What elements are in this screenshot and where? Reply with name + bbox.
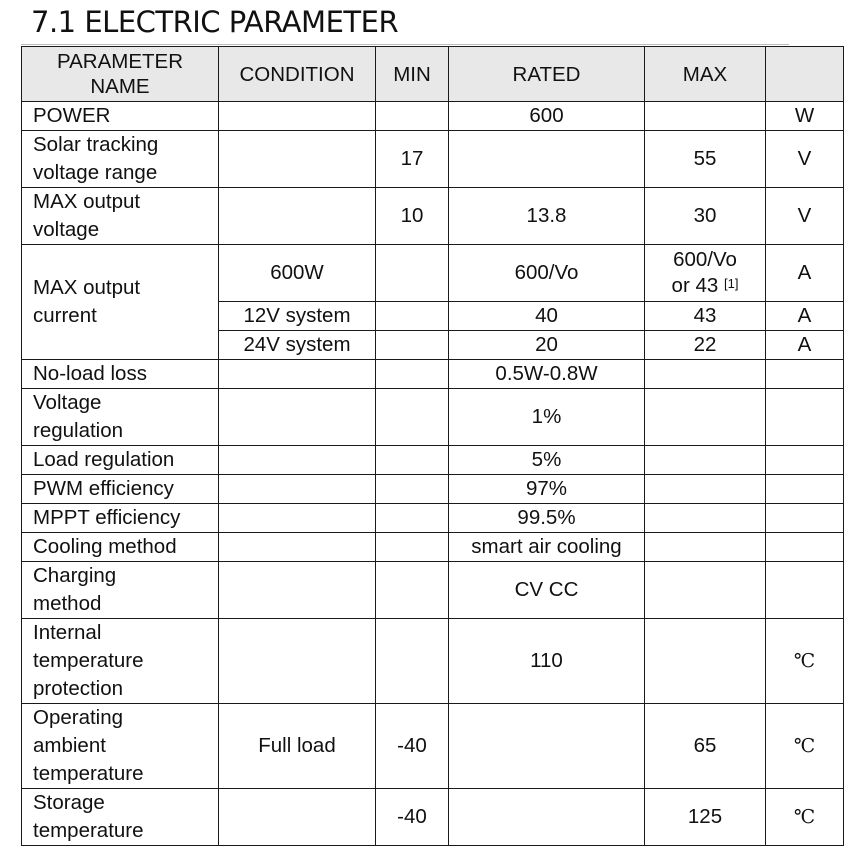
condition-cell: 24V system [219,331,376,360]
table-row [22,446,844,475]
rated-cell: 600/Vo [449,245,645,302]
min-cell [376,533,449,562]
header-max: MAX [645,47,766,102]
max-cell [645,446,766,475]
rated-cell: 1% [449,389,645,446]
max-cell [645,504,766,533]
unit-cell: W [766,102,844,131]
min-cell: -40 [376,789,449,846]
min-cell [376,245,449,302]
param-name: Load regulation [22,446,219,475]
param-name: MAX output voltage [22,188,219,245]
rated-cell: 97% [449,475,645,504]
condition-cell [219,619,376,704]
table-row [22,131,844,188]
rated-cell [449,131,645,188]
max-cell [645,562,766,619]
param-name: Voltage regulation [22,389,219,446]
header-rated: RATED [449,47,645,102]
max-cell: 65 [645,704,766,789]
max-cell: 600/Vo or 43 [1] [645,245,766,302]
table-row [22,533,844,562]
condition-cell: 600W [219,245,376,302]
condition-cell [219,389,376,446]
unit-cell: V [766,188,844,245]
rated-cell: 110 [449,619,645,704]
section-title: 7.1 ELECTRIC PARAMETER [31,5,399,39]
condition-cell [219,533,376,562]
unit-cell: ℃ [766,704,844,789]
min-cell [376,302,449,331]
max-cell [645,475,766,504]
rated-cell: smart air cooling [449,533,645,562]
header-condition: CONDITION [219,47,376,102]
table-row [22,360,844,389]
min-cell [376,360,449,389]
max-cell: 55 [645,131,766,188]
table-row [22,619,844,704]
condition-cell [219,562,376,619]
max-cell [645,389,766,446]
rated-cell [449,789,645,846]
table-row [22,102,844,131]
unit-cell [766,360,844,389]
min-cell [376,619,449,704]
param-name: Internal temperature protection [22,619,219,704]
title-divider [21,44,789,45]
param-name: No-load loss [22,360,219,389]
min-cell: -40 [376,704,449,789]
max-cell [645,533,766,562]
param-name: Solar tracking voltage range [22,131,219,188]
max-cell [645,102,766,131]
footnote-marker: [1] [723,276,739,291]
electric-parameter-table [21,46,844,846]
rated-cell: 99.5% [449,504,645,533]
table-row [22,504,844,533]
condition-cell [219,504,376,533]
param-name: Cooling method [22,533,219,562]
unit-cell [766,533,844,562]
rated-cell: 600 [449,102,645,131]
header-parameter-name: PARAMETER NAME [22,47,219,102]
rated-cell: 13.8 [449,188,645,245]
max-cell: 43 [645,302,766,331]
min-cell [376,389,449,446]
rated-cell: 0.5W-0.8W [449,360,645,389]
max-cell [645,360,766,389]
table-row [22,562,844,619]
unit-cell: ℃ [766,789,844,846]
param-name: MPPT efficiency [22,504,219,533]
min-cell [376,504,449,533]
min-cell: 10 [376,188,449,245]
condition-cell [219,789,376,846]
max-cell: 125 [645,789,766,846]
condition-cell [219,360,376,389]
min-cell [376,446,449,475]
unit-cell [766,389,844,446]
max-cell: 22 [645,331,766,360]
condition-cell: Full load [219,704,376,789]
condition-cell [219,131,376,188]
header-min: MIN [376,47,449,102]
table-row [22,389,844,446]
param-name: Storage temperature [22,789,219,846]
rated-cell: 20 [449,331,645,360]
table-row [22,789,844,846]
param-name: PWM efficiency [22,475,219,504]
unit-cell [766,475,844,504]
max-cell: 30 [645,188,766,245]
table-row [22,704,844,789]
table-row [22,188,844,245]
unit-cell: A [766,331,844,360]
unit-cell: A [766,245,844,302]
rated-cell [449,704,645,789]
min-cell [376,331,449,360]
unit-cell: A [766,302,844,331]
table-row [22,475,844,504]
min-cell [376,475,449,504]
condition-cell: 12V system [219,302,376,331]
unit-cell [766,504,844,533]
param-name: Operating ambient temperature [22,704,219,789]
param-name: Charging method [22,562,219,619]
unit-cell: V [766,131,844,188]
min-cell: 17 [376,131,449,188]
max-cell [645,619,766,704]
header-unit [766,47,844,102]
condition-cell [219,475,376,504]
condition-cell [219,188,376,245]
rated-cell: 40 [449,302,645,331]
param-name: POWER [22,102,219,131]
unit-cell [766,446,844,475]
unit-cell: ℃ [766,619,844,704]
condition-cell [219,102,376,131]
min-cell [376,562,449,619]
unit-cell [766,562,844,619]
rated-cell: 5% [449,446,645,475]
param-name: MAX output current [22,245,219,360]
header-row [22,47,844,102]
condition-cell [219,446,376,475]
rated-cell: CV CC [449,562,645,619]
table-row [22,245,844,302]
min-cell [376,102,449,131]
